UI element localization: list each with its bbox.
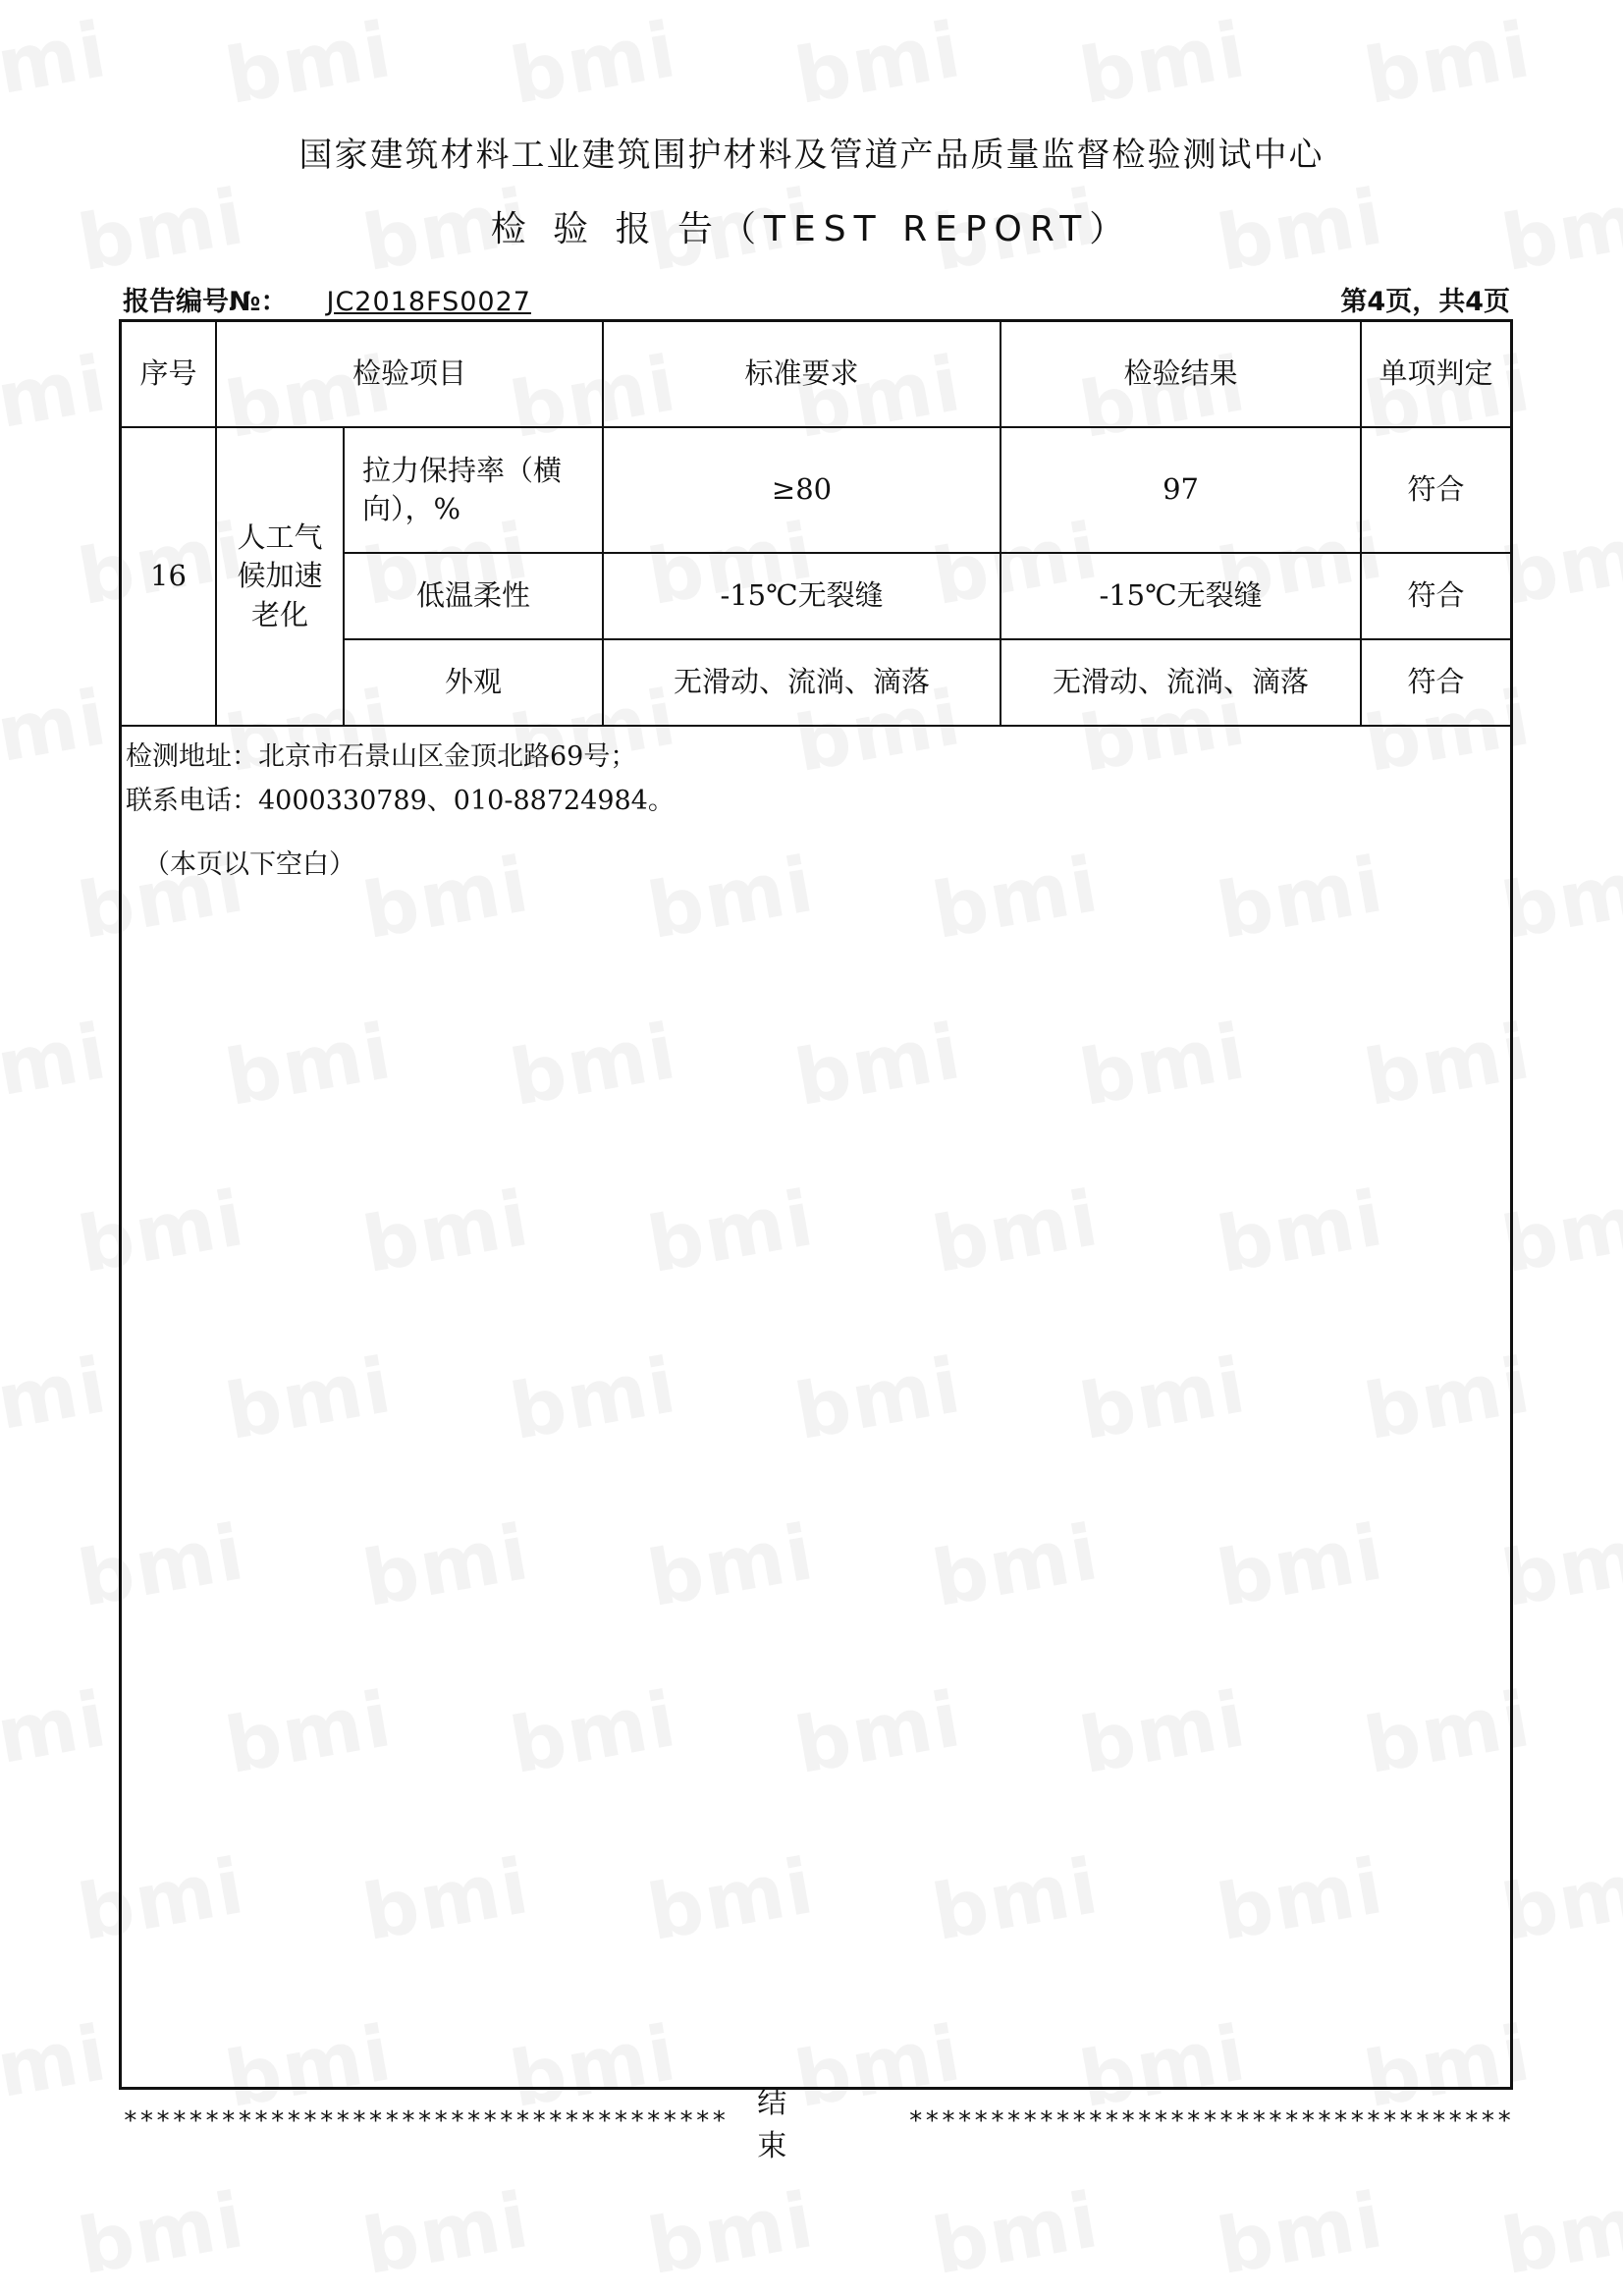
report-title: 检 验 报 告（TEST REPORT） [490,209,1133,249]
watermark-mark [0,1675,114,1791]
end-stars-right: ************************************* [907,2106,1513,2136]
watermark-mark [0,1341,114,1457]
end-stars-left: ************************************* [123,2106,729,2136]
verdict-cell: 符合 [1361,553,1510,639]
result-cell: 无滑动、流淌、滴落 [1001,639,1361,726]
results-table [122,322,1510,727]
header-seq: 序号 [122,322,216,427]
watermark-mark [0,2009,114,2125]
header-requirement: 标准要求 [603,322,1001,427]
blank-note: （本页以下空白） [143,849,355,880]
header-item: 检验项目 [216,322,603,427]
item-cell: 拉力保持率（横向），% [344,427,603,553]
watermark-mark [1495,1508,1623,1624]
watermark-mark [0,674,114,790]
item-cell: 外观 [344,639,603,726]
header-result: 检验结果 [1001,322,1361,427]
item-cell: 低温柔性 [344,553,603,639]
watermark-mark [641,2176,821,2292]
category-cell: 人工气候加速老化 [216,427,344,726]
seq-cell: 16 [122,427,216,726]
report-frame [119,319,1513,2090]
watermark-mark [926,2176,1106,2292]
contact-phone: 联系电话：4000330789、010-88724984。 [126,786,675,816]
page-info: 第4页，共4页 [1340,287,1510,317]
requirement-cell: ≥80 [603,427,1001,553]
requirement-cell: 无滑动、流淌、滴落 [603,639,1001,726]
watermark-mark [1495,2176,1623,2292]
watermark-mark [504,6,683,122]
end-text: 结 束 [757,2086,817,2163]
result-cell: 97 [1001,427,1361,553]
watermark-mark [1211,2176,1390,2292]
header-verdict: 单项判定 [1361,322,1510,427]
table-header-row [122,322,1510,427]
watermark-mark [1495,1175,1623,1290]
test-address: 检测地址：北京市石景山区金顶北路69号； [126,741,637,772]
end-line [123,2086,1513,2163]
watermark-mark [1495,507,1623,623]
table-row [122,427,1510,553]
notes [126,735,1500,887]
watermark-mark [1073,6,1253,122]
verdict-cell: 符合 [1361,427,1510,553]
watermark-mark [1358,6,1538,122]
watermark-mark [72,2176,251,2292]
requirement-cell: -15℃无裂缝 [603,553,1001,639]
report-meta [123,280,1510,315]
watermark-mark [356,2176,536,2292]
verdict-cell: 符合 [1361,639,1510,726]
watermark-mark [0,6,114,122]
watermark-mark [1495,1842,1623,1958]
report-number-label: 报告编号№： [123,287,288,317]
institution-title: 国家建筑材料工业建筑围护材料及管道产品质量监督检验测试中心 [298,136,1325,175]
watermark-mark [219,6,399,122]
watermark-mark [788,6,968,122]
report-number [123,280,531,318]
result-cell: -15℃无裂缝 [1001,553,1361,639]
watermark-mark [0,1008,114,1123]
watermark-mark [0,340,114,456]
watermark-mark [1495,841,1623,957]
report-number-value: JC2018FS0027 [326,287,531,317]
